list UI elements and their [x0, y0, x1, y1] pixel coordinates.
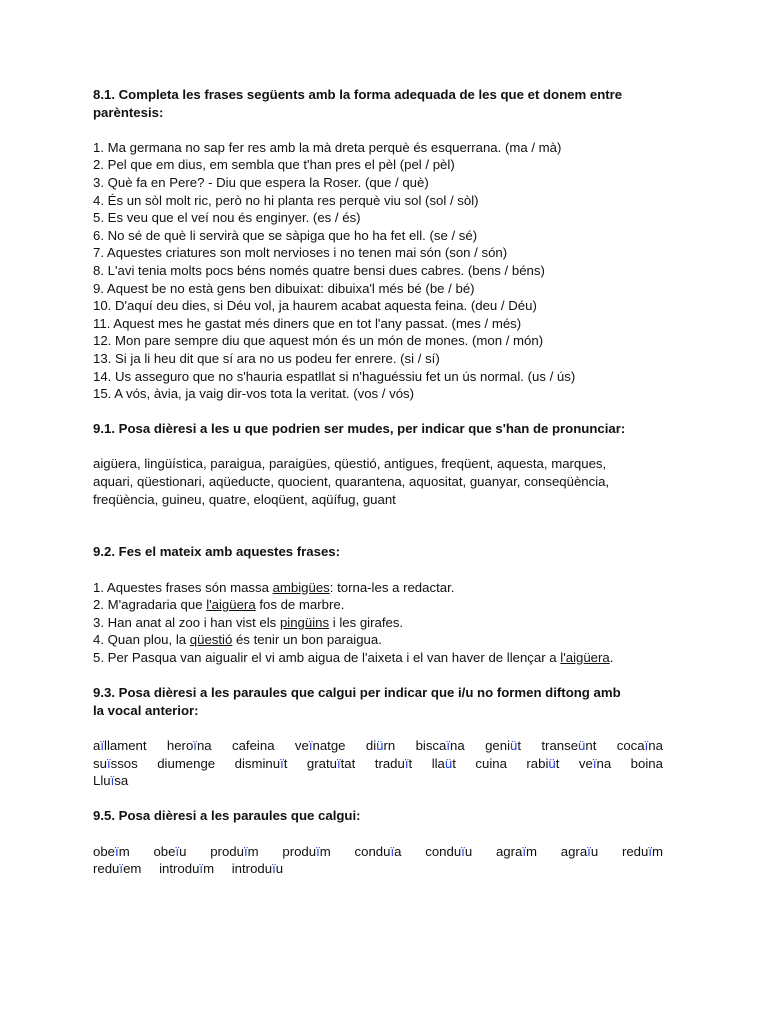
word: suïssos — [93, 755, 138, 771]
word: transeünt — [541, 737, 597, 753]
word: veïna — [578, 755, 612, 771]
word-row — [93, 843, 663, 861]
word: conduïu — [425, 843, 473, 859]
exercise-item: 4. És un sòl molt ric, però no hi planta res perquè viu sol (sol / sòl) — [93, 192, 479, 208]
spacer — [93, 438, 663, 456]
word: conduïa — [354, 843, 402, 859]
diaeresis-letter: ï — [404, 755, 409, 771]
word: veïnatge — [294, 737, 346, 753]
diaeresis-letter: ü — [444, 755, 453, 771]
word: reduïm — [621, 843, 664, 859]
underlined-word: ambigües — [272, 579, 330, 595]
exercise-item: 12. Mon pare sempre diu que aquest món és un món de mones. (mon / món) — [93, 333, 544, 349]
word: reduïem — [93, 861, 142, 877]
word: agraïm — [495, 843, 538, 859]
diaeresis-letter: ü — [376, 737, 384, 753]
heading-line: 9.3. Posa dièresi a les paraules que calgui per indicar que i/u no formen diftong amb — [93, 685, 621, 701]
diaeresis-letter: ï — [115, 843, 119, 859]
word: aïllament — [93, 737, 147, 753]
spacer — [93, 790, 663, 808]
diaeresis-letter: ï — [175, 843, 180, 859]
word-row — [93, 860, 663, 878]
word: introduïu — [231, 861, 284, 877]
section-9-2-heading: 9.2. Fes el mateix amb aquestes frases: — [93, 544, 341, 560]
heading-line: la vocal anterior: — [93, 702, 199, 718]
word: boina — [630, 755, 663, 771]
diaeresis-letter: ï — [119, 861, 124, 877]
exercise-item: 1. Ma germana no sap fer res amb la mà dreta perquè és esquerrana. (ma / mà) — [93, 139, 562, 155]
exercise-item: 15. A vós, àvia, ja vaig dir-vos tota la veritat. (vos / vós) — [93, 386, 415, 402]
word: agraïu — [560, 843, 599, 859]
diaeresis-letter: ï — [193, 737, 197, 753]
exercise-item: 1. Aquestes frases són massa ambigües: torna-les a redactar. — [93, 579, 455, 595]
spacer — [93, 403, 663, 421]
word: obeïm — [93, 843, 130, 859]
word: obeïu — [153, 843, 187, 859]
word: produïm — [210, 843, 259, 859]
diaeresis-letter: ï — [446, 737, 451, 753]
spacer — [93, 508, 663, 526]
exercise-item: 5. Per Pasqua van aigualir el vi amb aigua de l'aixeta i el van haver de llençar a l'aigüera. — [93, 650, 614, 665]
word: llaüt — [431, 755, 456, 771]
diaeresis-letter: ï — [308, 737, 313, 753]
diaeresis-letter: ï — [199, 861, 204, 877]
diaeresis-letter: ï — [461, 843, 465, 859]
diaeresis-letter: ï — [243, 843, 248, 859]
spacer — [93, 526, 663, 544]
diaeresis-letter: ï — [587, 843, 591, 859]
word-line: freqüència, guineu, quatre, eloqüent, aqüífug, guant — [93, 491, 396, 507]
section-8-1-heading: 8.1. Completa les frases següents amb la forma adequada de les que et donem entre parèntesis: — [93, 87, 623, 120]
diaeresis-letter: ï — [336, 755, 341, 771]
word: heroïna — [166, 737, 212, 753]
underlined-word: l'aigüera — [206, 597, 256, 613]
section-9-2-list — [93, 579, 663, 667]
diaeresis-letter: ï — [592, 755, 597, 771]
exercise-item: 8. L'avi tenia molts pocs béns només quatre bensi dues cabres. (bens / béns) — [93, 262, 545, 278]
underlined-word: qüestió — [189, 632, 233, 648]
word: cocaïna — [616, 737, 663, 753]
word: biscaïna — [415, 737, 465, 753]
word-row — [93, 755, 663, 773]
spacer — [93, 825, 663, 843]
word-row — [93, 772, 663, 790]
exercise-item: 2. M'agradaria que l'aigüera fos de marbre. — [93, 597, 345, 613]
word: introduïm — [159, 861, 215, 877]
underlined-word: l'aigüera — [560, 650, 610, 665]
diaeresis-letter: ï — [106, 755, 111, 771]
diaeresis-letter: ï — [648, 843, 653, 859]
exercise-item: 5. Es veu que el veí nou és enginyer. (es / és) — [93, 210, 361, 226]
exercise-item: 9. Aquest be no està gens ben dibuixat: dibuixa'l més bé (be / bé) — [93, 280, 475, 296]
word: geniüt — [485, 737, 522, 753]
diaeresis-letter: ï — [100, 737, 105, 753]
exercise-item: 3. Han anat al zoo i han vist els pingüins i les girafes. — [93, 614, 404, 630]
spacer — [93, 121, 663, 139]
exercise-item: 14. Us asseguro que no s'hauria espatllat si n'haguéssiu fet un ús normal. (us / ús) — [93, 368, 576, 384]
diaeresis-letter: ü — [578, 737, 586, 753]
word: cuina — [475, 755, 507, 771]
diaeresis-letter: ï — [390, 843, 395, 859]
diaeresis-letter: ï — [280, 755, 284, 771]
spacer — [93, 667, 663, 685]
word: produïm — [282, 843, 331, 859]
underlined-word: pingüins — [279, 614, 330, 630]
exercise-item: 2. Pel que em dius, em sembla que t'han pres el pèl (pel / pèl) — [93, 157, 455, 173]
spacer — [93, 719, 663, 737]
diaeresis-letter: ï — [272, 861, 276, 877]
diaeresis-letter: ü — [510, 737, 518, 753]
exercise-item: 3. Què fa en Pere? - Diu que espera la Roser. (que / què) — [93, 174, 429, 190]
diaeresis-letter: ï — [522, 843, 527, 859]
diaeresis-letter: ï — [110, 773, 115, 789]
exercise-item: 11. Aquest mes he gastat més diners que en tot l'any passat. (mes / més) — [93, 315, 522, 331]
word-row — [93, 737, 663, 755]
exercise-item: 4. Quan plou, la qüestió és tenir un bon paraigua. — [93, 632, 382, 648]
section-9-3-heading — [93, 684, 663, 719]
word-line: aquari, qüestionari, aqüeducte, quocient, quarantena, aquositat, guanyar, conseqüència, — [93, 474, 610, 490]
word: gratuïtat — [306, 755, 356, 771]
section-8-1-list — [93, 139, 663, 403]
exercise-item: 10. D'aquí deu dies, si Déu vol, ja haurem acabat aquesta feina. (deu / Déu) — [93, 298, 537, 314]
section-9-5-heading: 9.5. Posa dièresi a les paraules que calgui: — [93, 808, 361, 824]
diaeresis-letter: ü — [548, 755, 556, 771]
word: traduït — [374, 755, 413, 771]
word-line: aigüera, lingüística, paraigua, paraigües, qüestió, antigues, freqüent, aquesta, marques, — [93, 456, 607, 472]
word: disminuït — [234, 755, 288, 771]
exercise-item: 7. Aquestes criatures son molt nervioses i no tenen mai són (son / són) — [93, 245, 508, 261]
word: Lluïsa — [93, 773, 129, 789]
exercise-item: 13. Si ja li heu dit que sí ara no us podeu fer enrere. (si / sí) — [93, 350, 440, 366]
section-9-1-heading: 9.1. Posa dièresi a les u que podrien ser mudes, per indicar que s'han de pronunciar: — [93, 421, 626, 437]
exercise-item: 6. No sé de què li servirà que se sàpiga que ho ha fet ell. (se / sé) — [93, 227, 478, 243]
document-page — [93, 86, 663, 878]
word: rabiüt — [526, 755, 560, 771]
diaeresis-letter: ï — [644, 737, 649, 753]
word: diürn — [365, 737, 396, 753]
word: diumenge — [157, 755, 216, 771]
spacer — [93, 561, 663, 579]
diaeresis-letter: ï — [316, 843, 320, 859]
section-9-1-words — [93, 455, 663, 508]
word: cafeina — [232, 737, 275, 753]
